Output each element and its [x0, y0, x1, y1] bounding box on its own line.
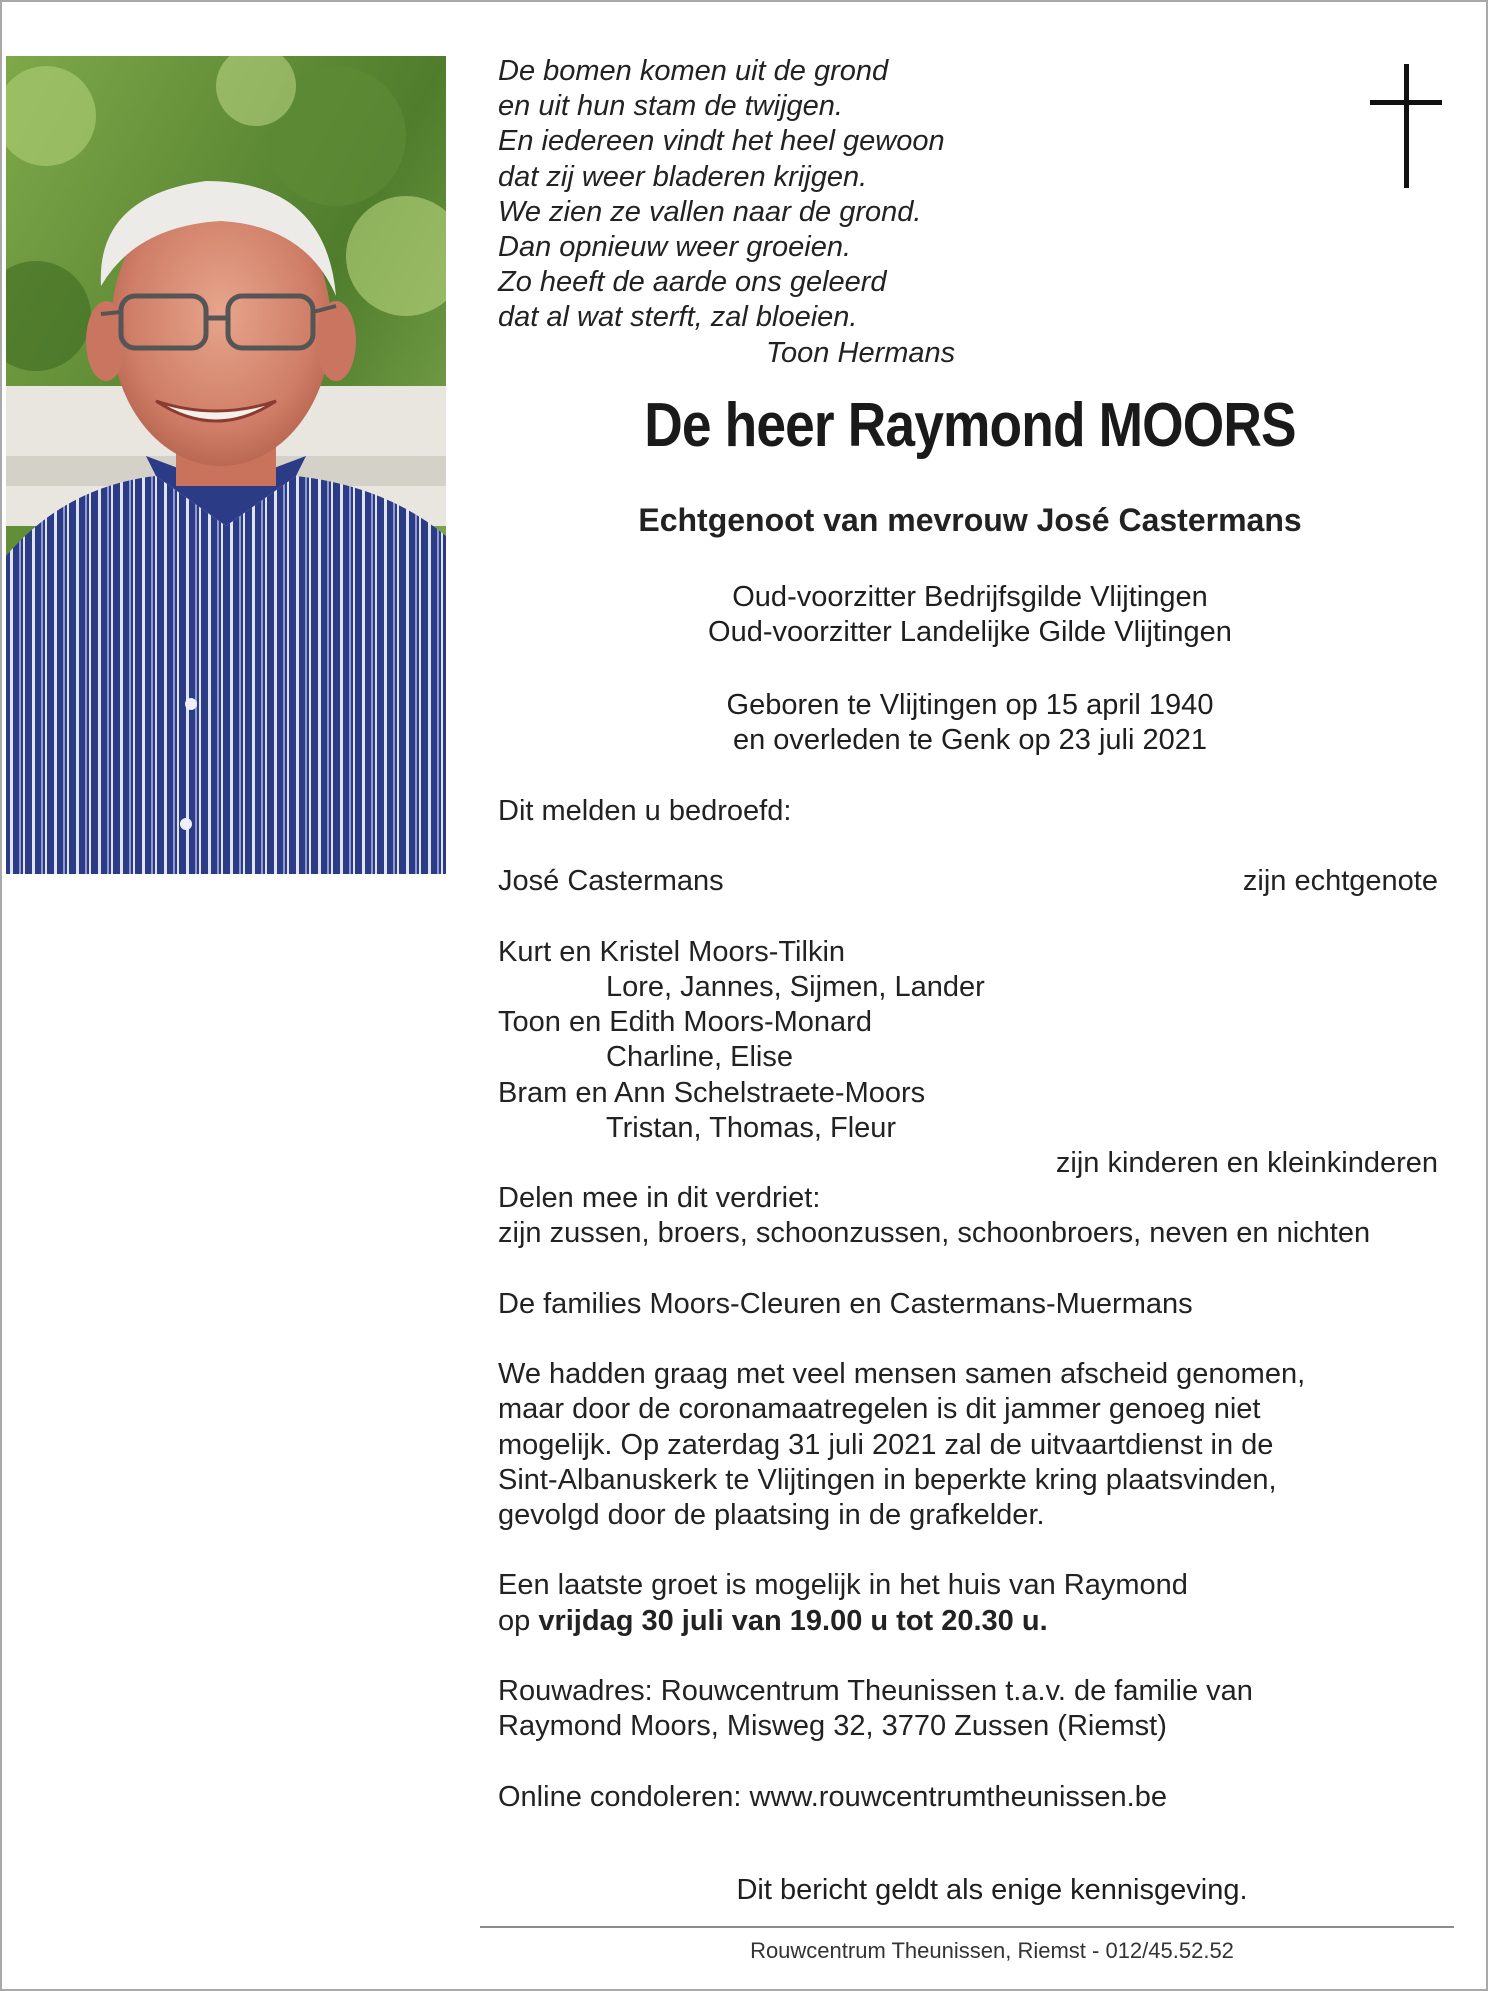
visit-prefix: op: [498, 1604, 531, 1637]
farewell-line: mogelijk. Op zaterdag 31 juli 2021 zal de uitvaartdienst in de: [498, 1428, 1274, 1461]
farewell-line: maar door de coronamaatregelen is dit jammer genoeg niet: [498, 1393, 1261, 1426]
deceased-name: De heer Raymond MOORS: [644, 391, 1296, 460]
role-line: Oud-voorzitter Bedrijfsgilde Vlijtingen: [732, 581, 1208, 613]
children-relation: zijn kinderen en kleinkinderen: [1055, 1147, 1438, 1179]
poem: [498, 54, 955, 371]
announcement-body: [498, 794, 1438, 1815]
poem-line: dat al wat sterft, zal bloeien.: [498, 301, 858, 334]
role-line: Oud-voorzitter Landelijke Gilde Vlijtingen: [708, 616, 1232, 648]
online-condolence: Online condoleren: www.rouwcentrumtheunissen.be: [498, 1780, 1167, 1813]
family-couple: Bram en Ann Schelstraete-Moors: [498, 1076, 926, 1109]
portrait-photo: [6, 56, 446, 874]
poem-line: En iedereen vindt het heel gewoon: [498, 125, 945, 158]
poem-line: en uit hun stam de twijgen.: [498, 90, 843, 123]
share-intro: Delen mee in dit verdriet:: [498, 1182, 821, 1215]
spouse-relation: zijn echtgenote: [1242, 865, 1438, 898]
address-line: Rouwadres: Rouwcentrum Theunissen t.a.v. de familie van: [498, 1674, 1253, 1707]
farewell-line: We hadden graag met veel mensen samen afscheid genomen,: [498, 1358, 1306, 1391]
farewell-line: gevolgd door de plaatsing in de grafkelder.: [498, 1499, 1045, 1531]
poem-line: Zo heeft de aarde ons geleerd: [498, 266, 887, 299]
spouse-line: Echtgenoot van mevrouw José Castermans: [638, 502, 1302, 538]
visit-time: vrijdag 30 juli van 19.00 u tot 20.30 u.: [538, 1604, 1048, 1637]
roles: [498, 580, 1442, 650]
poem-author: Toon Hermans: [766, 336, 956, 369]
poem-line: Dan opnieuw weer groeien.: [498, 231, 852, 264]
poem-line: We zien ze vallen naar de grond.: [498, 195, 922, 228]
families-line: De families Moors-Cleuren en Castermans-Muermans: [498, 1287, 1193, 1320]
footer-contact: Rouwcentrum Theunissen, Riemst - 012/45.52.52: [750, 1938, 1234, 1963]
life-dates: [498, 688, 1442, 758]
spouse-row: [498, 864, 1438, 899]
divider: [480, 1926, 1454, 1928]
poem-line: De bomen komen uit de grond: [498, 55, 889, 87]
spouse-name: José Castermans: [498, 865, 724, 898]
family-couple: Toon en Edith Moors-Monard: [498, 1006, 872, 1039]
share-list: zijn zussen, broers, schoonzussen, schoonbroers, neven en nichten: [498, 1217, 1371, 1250]
family-couple: Kurt en Kristel Moors-Tilkin: [498, 935, 846, 968]
visit-line: Een laatste groet is mogelijk in het huis van Raymond: [498, 1569, 1188, 1602]
visit-time-row: [498, 1604, 1438, 1639]
intro-line: Dit melden u bedroefd:: [498, 795, 792, 827]
closing-note: Dit bericht geldt als enige kennisgeving.: [736, 1874, 1248, 1906]
family-children: Tristan, Thomas, Fleur: [606, 1111, 897, 1144]
birth-line: Geboren te Vlijtingen op 15 april 1940: [726, 689, 1214, 721]
poem-line: dat zij weer bladeren krijgen.: [498, 160, 868, 193]
family-children: Charline, Elise: [606, 1041, 793, 1074]
cross-icon: [1370, 64, 1442, 188]
death-line: en overleden te Genk op 23 juli 2021: [732, 724, 1207, 756]
family-children: Lore, Jannes, Sijmen, Lander: [606, 970, 985, 1003]
farewell-line: Sint-Albanuskerk te Vlijtingen in beperkte kring plaatsvinden,: [498, 1463, 1277, 1496]
address-line: Raymond Moors, Misweg 32, 3770 Zussen (Riemst): [498, 1710, 1167, 1743]
